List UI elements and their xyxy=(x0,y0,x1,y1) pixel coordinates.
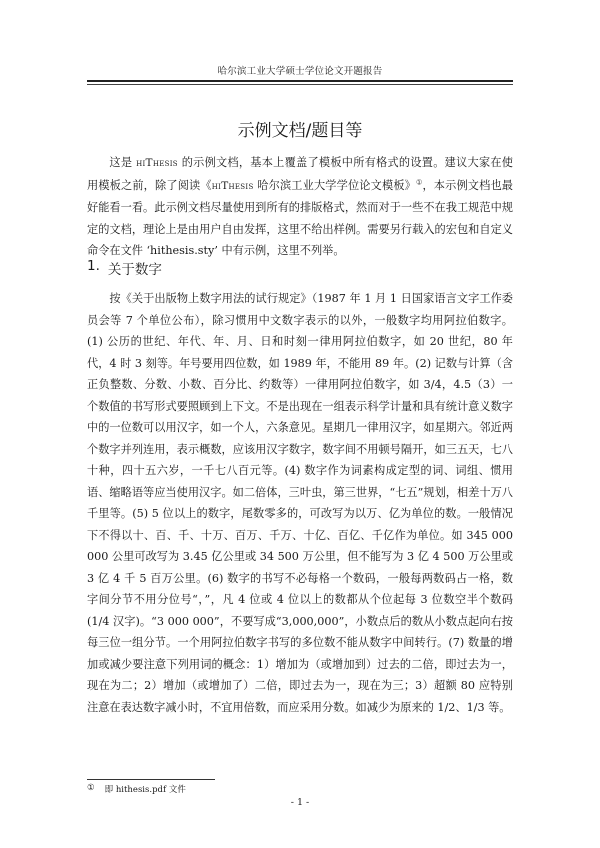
brand-name: hiThesis xyxy=(136,157,178,169)
header-rule-thin xyxy=(87,84,513,85)
running-header: 哈尔滨工业大学硕士学位论文开题报告 xyxy=(217,66,383,77)
intro-paragraph xyxy=(87,152,513,262)
page-number: - 1 - xyxy=(290,797,310,808)
footnote-rule xyxy=(87,779,215,780)
header-rule-thick xyxy=(87,80,513,82)
footnote-marker: ① xyxy=(87,783,95,793)
footnote-text: 即 hithesis.pdf 文件 xyxy=(104,785,186,795)
section-title: 关于数字 xyxy=(107,262,162,278)
brand-name: hiThesis xyxy=(211,179,254,192)
footnote xyxy=(87,783,186,795)
intro-text-4: ，本示例文档也最好能看一看。此示例文档尽量使用到所有的排版格式，然而对于一些不在我工规范中规定的文档，理论上是由用户自由发挥，这里不给出样例。需要另行载入的宏包和自定义命令在文件 ‘hithesis.sty’ 中有示例，这里不列举。 xyxy=(87,178,513,257)
section-number: 1. xyxy=(87,258,100,274)
intro-text-1: 这是 xyxy=(109,156,137,169)
footnote-ref[interactable]: ① xyxy=(416,177,423,186)
section-heading xyxy=(87,258,162,278)
section-paragraph: 按《关于出版物上数字用法的试行规定》（1987 年 1 月 1 日国家语言文字工作委员会等 7 个单位公布），除习惯用中文数字表示的以外，一般数字均用阿拉伯数字。(1) 公历的世纪、年代、年、月、日和时刻一律用阿拉伯数字，如 20 世纪，80 年代，4 时 3 刻等。年号要用四位数，如 1989 年，不能用 89 年。(2) 记数与计算（含正负整数、分数、小数、百分比、约数等）一律用阿拉伯数字，如 3/4，4.5（3）一个数值的书写形式要照顾到上下文。不是出现在一组表示科学计量和具有统计意义数字中的一位数可以用汉字，如一个人，六条意见。星期几一律用汉字，如星期六。邻近两个数字并列连用，表示概数，应该用汉字数字，数字间不用顿号隔开，如三五天，七八十种，四十五六岁，一千七八百元等。(4) 数字作为词素构成定型的词、词组、惯用语、缩略语等应当使用汉字。如二倍体，三叶虫，第三世界，“七五”规划，相差十万八千里等。(5) 5 位以上的数字，尾数零多的，可改写为以万、亿为单位的数。一般情况下不得以十、百、千、十万、百万、千万、十亿、百亿、千亿作为单位。如 345 000 000 公里可改写为 3.45 亿公里或 34 500 万公里，但不能写为 3 亿 4 500 万公里或 3 亿 4 千 5 百万公里。(6) 数字的书写不必每格一个数码，一般每两数码占一格，数字间分节不用分位号“，”，凡 4 位或 4 位以上的数都从个位起每 3 位数空半个数码 (1/4 汉字)。“3 000 000”，不要写成“3,000,000”，小数点后的数从小数点起向右按每三位一组分节。一个用阿拉伯数字书写的多位数不能从数字中间转行。(7) 数量的增加或减少要注意下列用词的概念：1）增加为（或增加到）过去的二倍，即过去为一，现在为二；2）增加（或增加了）二倍，即过去为一，现在为三；3）超额 80 应特别注意在表达数字减小时，不宜用倍数，而应采用分数。如减少为原来的 1/2、1/3 等。 xyxy=(87,292,513,714)
document-title: 示例文档/题目等 xyxy=(237,121,363,141)
intro-text-2: 的示例文档，基本上覆盖了模板中所有格式的设置。建议大家在使用模板之前，除了阅读《 xyxy=(87,156,513,192)
intro-text-3: 哈尔滨工业大学学位论文模板》 xyxy=(253,178,416,192)
